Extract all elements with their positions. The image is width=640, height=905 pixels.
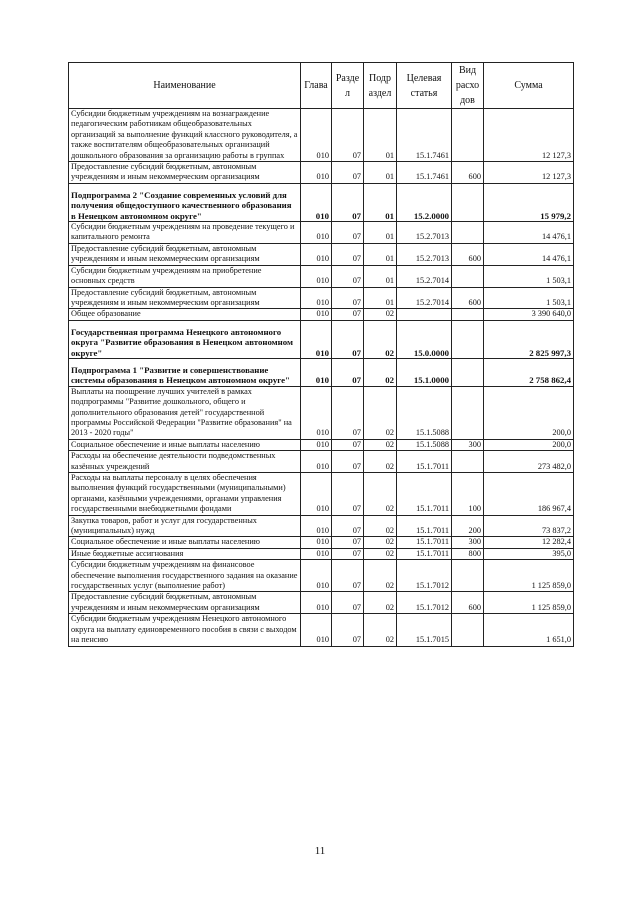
cell-type: [452, 265, 484, 287]
cell-name: Предоставление субсидий бюджетным, автономным учреждениям и иным некоммерческим организациям: [69, 287, 301, 309]
cell-section: 07: [332, 515, 364, 537]
cell-section: 07: [332, 320, 364, 358]
cell-type: [452, 386, 484, 439]
cell-section: 07: [332, 243, 364, 265]
table-row: [69, 162, 574, 184]
cell-amount: 73 837,2: [484, 515, 574, 537]
header-subsection: Подр аздел: [364, 63, 397, 109]
header-name: Наименование: [69, 63, 301, 109]
cell-chapter: 010: [301, 320, 332, 358]
cell-target: 15.2.0000: [397, 183, 452, 221]
cell-section: 07: [332, 386, 364, 439]
cell-subsection: 01: [364, 265, 397, 287]
cell-name: Общее образование: [69, 309, 301, 320]
cell-target: 15.0.0000: [397, 320, 452, 358]
cell-type: 600: [452, 287, 484, 309]
cell-section: 07: [332, 592, 364, 614]
table-row: [69, 451, 574, 473]
cell-subsection: 01: [364, 162, 397, 184]
table-row: [69, 515, 574, 537]
cell-amount: 200,0: [484, 386, 574, 439]
cell-chapter: 010: [301, 473, 332, 516]
cell-name: Предоставление субсидий бюджетным, автономным учреждениям и иным некоммерческим организациям: [69, 592, 301, 614]
cell-type: [452, 451, 484, 473]
cell-amount: 395,0: [484, 548, 574, 559]
cell-chapter: 010: [301, 560, 332, 592]
cell-chapter: 010: [301, 222, 332, 244]
cell-target: 15.2.7013: [397, 243, 452, 265]
table-row: [69, 358, 574, 386]
cell-amount: 14 476,1: [484, 243, 574, 265]
table-row: [69, 560, 574, 592]
cell-section: 07: [332, 358, 364, 386]
cell-name: Подпрограмма 1 "Развитие и совершенствование системы образования в Ненецком автономном округе": [69, 358, 301, 386]
table-row: [69, 109, 574, 162]
cell-subsection: 02: [364, 560, 397, 592]
cell-amount: 2 825 997,3: [484, 320, 574, 358]
cell-chapter: 010: [301, 515, 332, 537]
cell-subsection: 02: [364, 320, 397, 358]
cell-amount: 12 282,4: [484, 537, 574, 548]
header-chapter: Глава: [301, 63, 332, 109]
cell-type: 300: [452, 439, 484, 450]
cell-name: Государственная программа Ненецкого автономного округа "Развитие образования в Ненецком автономном округе": [69, 320, 301, 358]
cell-target: 15.1.5088: [397, 386, 452, 439]
cell-amount: 2 758 862,4: [484, 358, 574, 386]
cell-type: [452, 614, 484, 646]
cell-chapter: 010: [301, 243, 332, 265]
cell-name: Субсидии бюджетным учреждениям на вознаграждение педагогическим работникам общеобразовательных организаций за выполнение функций классного руководителя, а также воспитателям общеобразовательных организаций дошкольного образования за организацию работы в группах: [69, 109, 301, 162]
cell-target: 15.1.7011: [397, 451, 452, 473]
cell-chapter: 010: [301, 265, 332, 287]
cell-subsection: 01: [364, 183, 397, 221]
cell-subsection: 02: [364, 473, 397, 516]
cell-type: 800: [452, 548, 484, 559]
cell-subsection: 02: [364, 537, 397, 548]
cell-amount: 1 651,0: [484, 614, 574, 646]
cell-subsection: 01: [364, 287, 397, 309]
cell-target: 15.2.7013: [397, 222, 452, 244]
cell-amount: 1 503,1: [484, 287, 574, 309]
cell-amount: 1 503,1: [484, 265, 574, 287]
cell-name: Социальное обеспечение и иные выплаты населению: [69, 537, 301, 548]
cell-chapter: 010: [301, 309, 332, 320]
cell-target: 15.1.7011: [397, 537, 452, 548]
cell-section: 07: [332, 287, 364, 309]
table-row: [69, 320, 574, 358]
cell-subsection: 02: [364, 614, 397, 646]
table-row: [69, 183, 574, 221]
table-body: [69, 109, 574, 647]
cell-amount: 15 979,2: [484, 183, 574, 221]
cell-target: 15.1.7011: [397, 515, 452, 537]
cell-type: [452, 183, 484, 221]
cell-subsection: 02: [364, 309, 397, 320]
table-row: [69, 386, 574, 439]
cell-chapter: 010: [301, 162, 332, 184]
cell-section: 07: [332, 109, 364, 162]
cell-target: 15.1.5088: [397, 439, 452, 450]
cell-amount: 3 390 640,0: [484, 309, 574, 320]
cell-amount: 200,0: [484, 439, 574, 450]
cell-amount: 14 476,1: [484, 222, 574, 244]
cell-type: 600: [452, 162, 484, 184]
cell-type: 200: [452, 515, 484, 537]
cell-subsection: 02: [364, 439, 397, 450]
table-row: [69, 265, 574, 287]
cell-amount: 1 125 859,0: [484, 592, 574, 614]
cell-chapter: 010: [301, 386, 332, 439]
cell-name: Расходы на обеспечение деятельности подведомственных казённых учреждений: [69, 451, 301, 473]
table-row: [69, 309, 574, 320]
cell-chapter: 010: [301, 537, 332, 548]
cell-subsection: 01: [364, 222, 397, 244]
cell-name: Субсидии бюджетным учреждениям на финансовое обеспечение выполнения государственного задания на оказание государственных услуг (выполнение работ): [69, 560, 301, 592]
header-amount: Сумма: [484, 63, 574, 109]
cell-subsection: 01: [364, 243, 397, 265]
cell-subsection: 01: [364, 109, 397, 162]
cell-name: Субсидии бюджетным учреждениям Ненецкого автономного округа на выплату единовременного пособия в связи с выходом на пенсию: [69, 614, 301, 646]
table-header-row: [69, 63, 574, 109]
cell-section: 07: [332, 222, 364, 244]
cell-type: 600: [452, 592, 484, 614]
table-row: [69, 592, 574, 614]
cell-chapter: 010: [301, 109, 332, 162]
cell-target: 15.1.7011: [397, 473, 452, 516]
cell-section: 07: [332, 473, 364, 516]
cell-amount: 186 967,4: [484, 473, 574, 516]
cell-section: 07: [332, 451, 364, 473]
cell-target: [397, 309, 452, 320]
cell-name: Социальное обеспечение и иные выплаты населению: [69, 439, 301, 450]
cell-subsection: 02: [364, 515, 397, 537]
cell-section: 07: [332, 162, 364, 184]
table-row: [69, 614, 574, 646]
cell-section: 07: [332, 439, 364, 450]
cell-amount: 1 125 859,0: [484, 560, 574, 592]
cell-subsection: 02: [364, 386, 397, 439]
cell-target: 15.2.7014: [397, 287, 452, 309]
cell-type: 100: [452, 473, 484, 516]
cell-target: 15.1.7461: [397, 109, 452, 162]
page-number: 11: [314, 845, 326, 857]
cell-section: 07: [332, 183, 364, 221]
cell-name: Предоставление субсидий бюджетным, автономным учреждениям и иным некоммерческим организациям: [69, 243, 301, 265]
cell-type: [452, 222, 484, 244]
table-row: [69, 243, 574, 265]
cell-type: [452, 109, 484, 162]
cell-target: 15.1.7461: [397, 162, 452, 184]
cell-amount: 12 127,3: [484, 162, 574, 184]
cell-target: 15.1.7015: [397, 614, 452, 646]
header-type: Вид расхо дов: [452, 63, 484, 109]
cell-chapter: 010: [301, 287, 332, 309]
cell-name: Выплаты на поощрение лучших учителей в рамках подпрограммы "Развитие дошкольного, общего и дополнительного образования детей" государственной программы Российской Федерации "Развитие образования" на 2013 - 2020 годы": [69, 386, 301, 439]
cell-subsection: 02: [364, 451, 397, 473]
budget-table: [68, 62, 574, 647]
cell-chapter: 010: [301, 439, 332, 450]
cell-name: Субсидии бюджетным учреждениям на приобретение основных средств: [69, 265, 301, 287]
table-row: [69, 548, 574, 559]
cell-amount: 273 482,0: [484, 451, 574, 473]
cell-target: 15.2.7014: [397, 265, 452, 287]
cell-section: 07: [332, 560, 364, 592]
cell-subsection: 02: [364, 592, 397, 614]
cell-target: 15.1.7012: [397, 592, 452, 614]
cell-type: [452, 560, 484, 592]
cell-chapter: 010: [301, 451, 332, 473]
header-section: Разде л: [332, 63, 364, 109]
cell-section: 07: [332, 265, 364, 287]
cell-section: 07: [332, 309, 364, 320]
cell-type: [452, 358, 484, 386]
cell-type: [452, 320, 484, 358]
cell-chapter: 010: [301, 548, 332, 559]
cell-name: Подпрограмма 2 "Создание современных условий для получения общедоступного качественного образования в Ненецком автономном округе": [69, 183, 301, 221]
table-row: [69, 473, 574, 516]
cell-type: 600: [452, 243, 484, 265]
table-row: [69, 537, 574, 548]
cell-name: Предоставление субсидий бюджетным, автономным учреждениям и иным некоммерческим организациям: [69, 162, 301, 184]
cell-chapter: 010: [301, 614, 332, 646]
cell-section: 07: [332, 614, 364, 646]
cell-type: [452, 309, 484, 320]
header-target: Целевая статья: [397, 63, 452, 109]
table-row: [69, 439, 574, 450]
cell-target: 15.1.7011: [397, 548, 452, 559]
table-row: [69, 287, 574, 309]
cell-chapter: 010: [301, 592, 332, 614]
cell-section: 07: [332, 537, 364, 548]
cell-name: Иные бюджетные ассигнования: [69, 548, 301, 559]
cell-subsection: 02: [364, 548, 397, 559]
cell-type: 300: [452, 537, 484, 548]
cell-target: 15.1.7012: [397, 560, 452, 592]
table-row: [69, 222, 574, 244]
cell-name: Субсидии бюджетным учреждениям на проведение текущего и капитального ремонта: [69, 222, 301, 244]
cell-subsection: 02: [364, 358, 397, 386]
cell-chapter: 010: [301, 358, 332, 386]
cell-target: 15.1.0000: [397, 358, 452, 386]
cell-chapter: 010: [301, 183, 332, 221]
cell-amount: 12 127,3: [484, 109, 574, 162]
cell-section: 07: [332, 548, 364, 559]
cell-name: Расходы на выплаты персоналу в целях обеспечения выполнения функций государственными (муниципальными) органами, казёнными учреждениями, органами управления государственными внебюджетными фондами: [69, 473, 301, 516]
cell-name: Закупка товаров, работ и услуг для государственных (муниципальных) нужд: [69, 515, 301, 537]
